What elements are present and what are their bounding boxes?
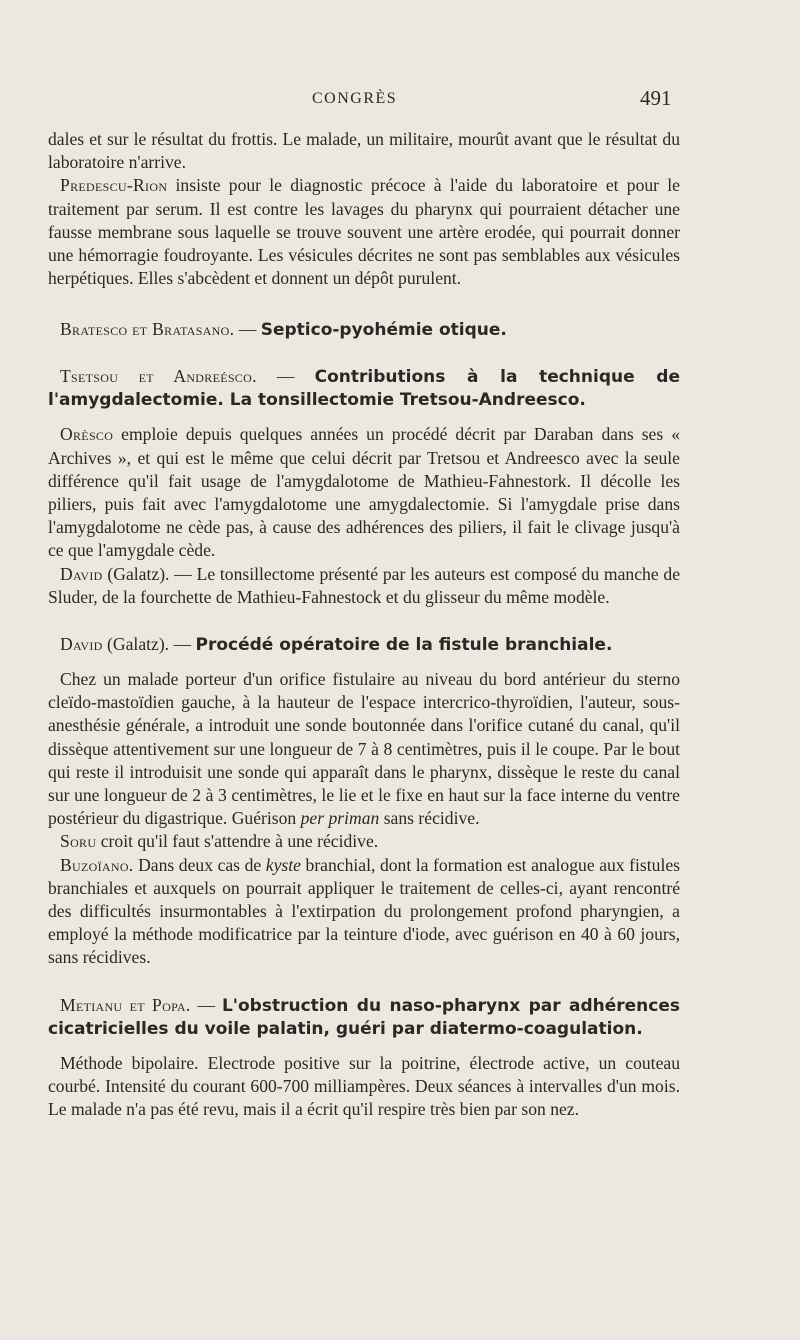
paragraph: Méthode bipolaire. Electrode positive sur la poitrine, électrode active, un couteau courbé. Intensité du courant 600-700 milliampères. Deux séances à intervalles d'un mois. Le malade n'a pas été revu, mais il a écrit qu'il respire très bien par son nez.: [48, 1052, 680, 1120]
heading-authors: Metianu et Popa.: [60, 994, 191, 1015]
paragraph: [48, 563, 680, 609]
paragraph-text: insiste pour le diagnostic précoce à l'aide du laboratoire et pour le traitement par serum. Il est contre les lavages du pharynx qui pourraient détacher une fausse membrane sous laquelle se trouve souvent une artère erodée, qui pourrait donner une hémorragie foudroyante. Les vésicules décrites ne sont pas semblables aux vésicules herpétiques. Elles s'abcèdent et donnent un dépôt purulent.: [48, 175, 680, 289]
paragraph: [48, 423, 680, 562]
heading-authors: Bratesco et Bratasano.: [60, 319, 235, 340]
italic-term: kyste: [265, 854, 301, 875]
paragraph: [48, 854, 680, 970]
heading-place: (Galatz).: [102, 634, 170, 655]
page-number: 491: [640, 86, 672, 110]
speaker-name: David: [60, 563, 103, 584]
paragraph: [48, 668, 680, 830]
section-heading: Bratesco et Bratasano. — Septico-pyohémie otique.: [60, 319, 507, 341]
paragraph: [48, 174, 680, 290]
paragraph: dales et sur le résultat du frottis. Le malade, un militaire, mourût avant que le résultat du laboratoire n'arrive.: [48, 129, 680, 173]
page-body: [48, 128, 680, 1121]
speaker-name: Soru: [60, 831, 97, 852]
paragraph-text: croit qu'il faut s'attendre à une récidive.: [96, 831, 379, 852]
heading-authors: Tsetsou et Andreésco.: [60, 366, 257, 387]
heading-title: Septico-pyohémie otique.: [260, 320, 507, 341]
section-heading: Tsetsou et Andreésco. — Contributions à la technique de l'amygdalectomie. La tonsillectomie Tretsou-Andreesco.: [48, 366, 680, 411]
heading-title: Contributions à la technique de l'amygdalectomie. La tonsillectomie Tretsou-Andreesco.: [48, 367, 680, 411]
speaker-name: Predescu-Rion: [60, 175, 168, 196]
heading-title: L'obstruction du naso-pharynx par adhérences cicatricielles du voile palatin, guéri par diatermo-coagulation.: [48, 995, 681, 1039]
latin-phrase: per priman: [300, 808, 380, 829]
paragraph-text: Chez un malade porteur d'un orifice fistulaire au niveau du bord antérieur du sterno cleïdo-mastoïdien gauche, à la hauteur de l'espace intercrico-thyroïdien, l'auteur, sous-anesthésie générale, a introduit une sonde boutonnée dans l'orifice cutané du canal, qu'il dissèque attentivement sur une longueur de 7 à 8 centimètres, puis il le coupe. Par le bout qui reste il introduisit une sonde qui apparaît dans le pharynx, dissèque le reste du canal sur une longueur de 2 à 3 centimètres, le lie et le fixe en haut sur la face interne du ventre postérieur du digastrique. Guérison: [48, 669, 680, 829]
paragraph-text: (Galatz). — Le tonsillectome présenté par les auteurs est composé du manche de Sluder, de la fourchette de Mathieu-Fahnestock et du glisseur du même modèle.: [48, 563, 680, 607]
paragraph-text: Dans deux cas de: [133, 854, 266, 875]
heading-title: Procédé opératoire de la fistule branchiale.: [195, 635, 613, 656]
paragraph-text: branchial, dont la formation est analogue aux fistules branchiales et auxquels on pourrait appliquer le traitement de celles-ci, ayant rencontré des difficultés insurmontables à l'extirpation du prolongement profond pharyngien, a employé la méthode modificatrice par la teinture d'iode, avec guérison en 40 à 60 jours, sans récidives.: [48, 854, 680, 968]
heading-authors: David: [60, 634, 103, 655]
page-header: [0, 86, 800, 116]
running-title: CONGRÈS: [312, 90, 398, 107]
speaker-name: Orèsco: [60, 424, 114, 445]
paragraph: [48, 830, 680, 853]
paragraph-text: sans récidive.: [379, 808, 480, 829]
section-heading: David (Galatz). — Procédé opératoire de la fistule branchiale.: [60, 634, 613, 656]
section-heading: Metianu et Popa. — L'obstruction du naso-pharynx par adhérences cicatricielles du voile palatin, guéri par diatermo-coagulation.: [48, 994, 681, 1039]
speaker-name: Buzoïano.: [60, 854, 134, 875]
paragraph-text: emploie depuis quelques années un procédé décrit par Daraban dans ses « Archives », et qui est le même que celui décrit par Tretsou et Andreesco avec la seule différence qu'il fait usage de l'amygdalotome de Mathieu-Fahnestork. Il décolle les piliers, puis fait avec l'amygdalotome une amygdalectomie. Si l'amygdale prise dans l'amygdalotome ne cède pas, à cause des adhérences des piliers, il fait le clivage jusqu'à ce que l'amygdale cède.: [48, 424, 680, 561]
